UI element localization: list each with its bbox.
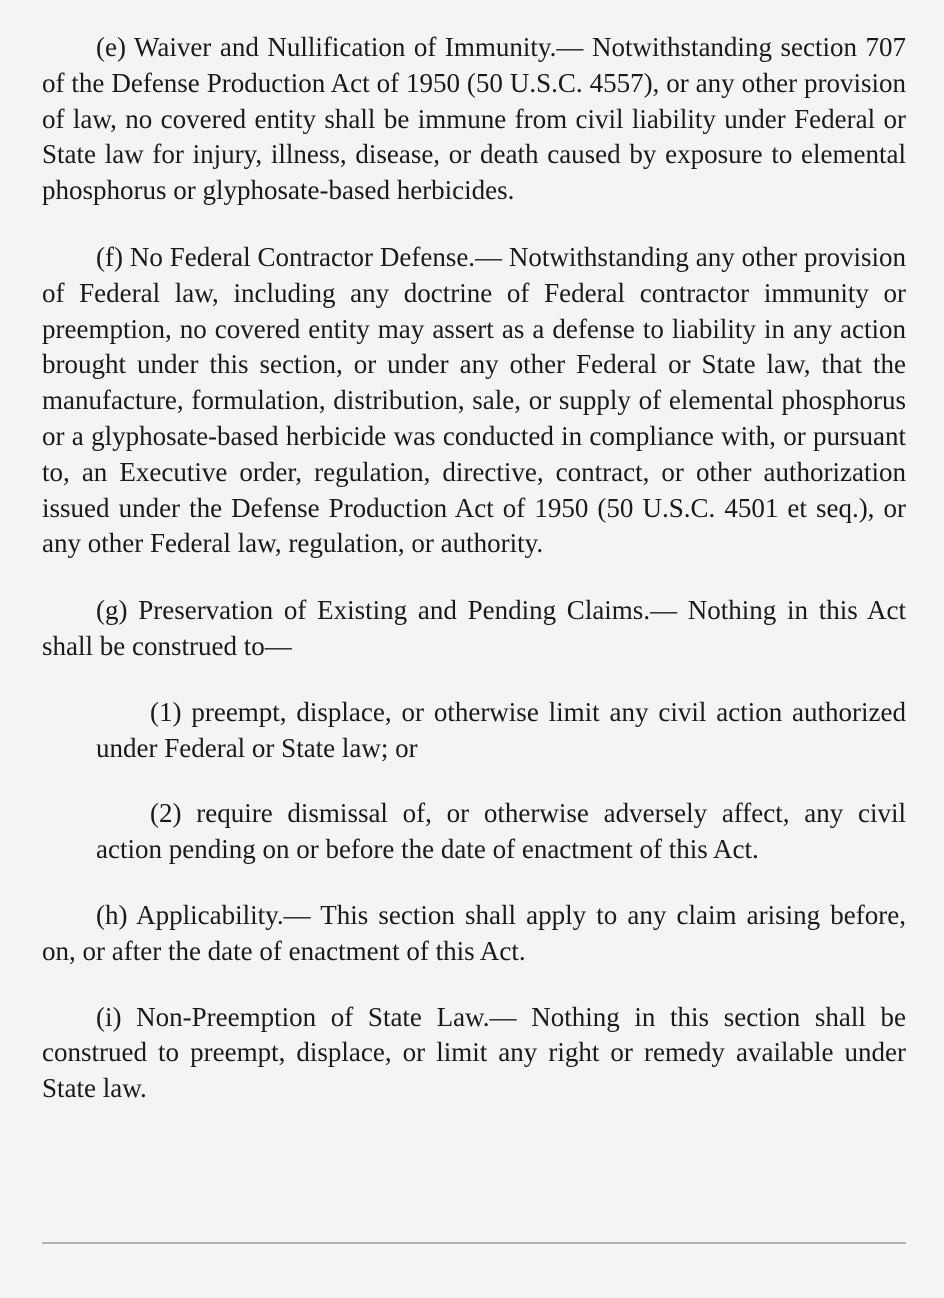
- section-g2-paragraph: (2) require dismissal of, or otherwise adversely affect, any civil action pending on or before the date of enactment of this Act.: [96, 798, 906, 865]
- section-h-paragraph: (h) Applicability.— This section shall apply to any claim arising before, on, or after the date of enactment of this Act.: [42, 899, 906, 966]
- section-i-paragraph: (i) Non-Preemption of State Law.— Nothing in this section shall be construed to preempt, displace, or limit any right or remedy available under State law.: [42, 1001, 906, 1104]
- bottom-divider: [42, 1242, 906, 1244]
- document-body: [42, 30, 906, 1107]
- section-g-paragraph: (g) Preservation of Existing and Pending Claims.— Nothing in this Act shall be construed to—: [42, 595, 906, 661]
- section-f-paragraph: (f) No Federal Contractor Defense.— Notwithstanding any other provision of Federal law, including any doctrine of Federal contractor immunity or preemption, no covered entity may assert as a defense to liability in any action brought under this section, or under any other Federal or State law, that the manufacture, formulation, distribution, sale, or supply of elemental phosphorus or a glyphosate-based herbicide was conducted in compliance with, or pursuant to, an Executive order, regulation, directive, contract, or other authorization issued under the Defense Production Act of 1950 (50 U.S.C. 4501 et seq.), or any other Federal law, regulation, or authority.: [42, 241, 906, 559]
- section-g1-paragraph: (1) preempt, displace, or otherwise limit any civil action authorized under Federal or State law; or: [96, 696, 906, 763]
- section-e-paragraph: (e) Waiver and Nullification of Immunity.— Notwithstanding section 707 of the Defense Production Act of 1950 (50 U.S.C. 4557), or any other provision of law, no covered entity shall be immune from civil liability under Federal or State law for injury, illness, disease, or death caused by exposure to elemental phosphorus or glyphosate-based herbicides.: [42, 32, 906, 206]
